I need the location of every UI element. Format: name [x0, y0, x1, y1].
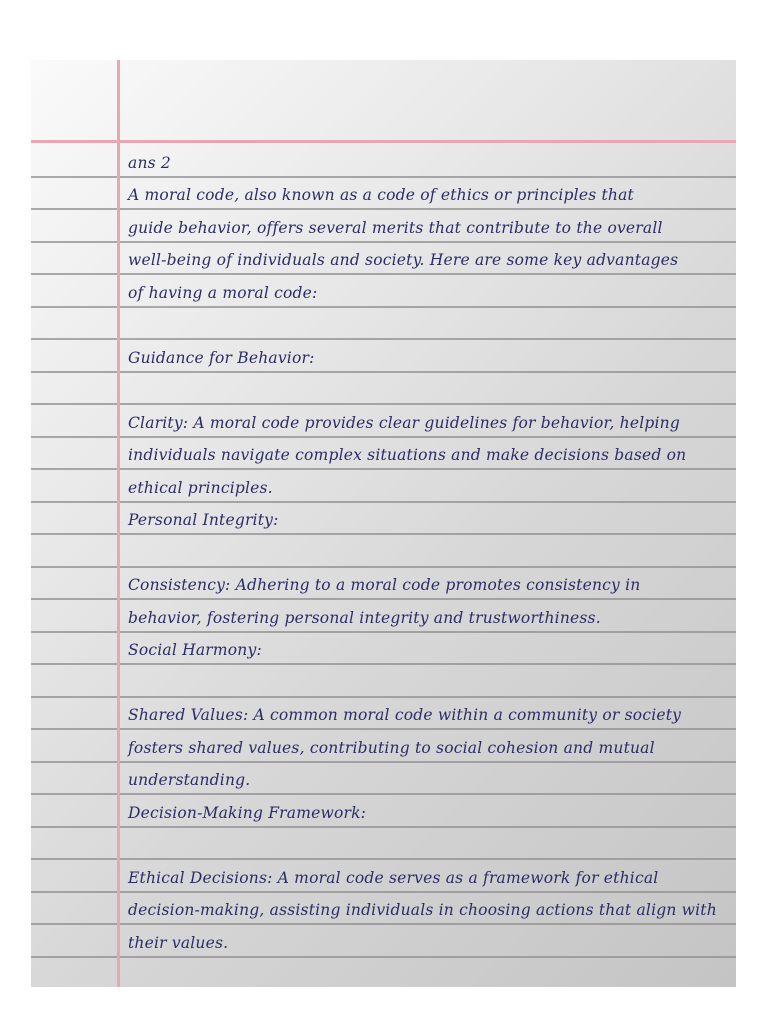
text-line: Social Harmony: — [128, 641, 262, 659]
text-line — [128, 310, 728, 340]
notebook-page — [31, 60, 736, 987]
text-line: Consistency: Adhering to a moral code promotes consistency in — [128, 576, 641, 594]
text-line: ethical principles. — [128, 479, 273, 497]
text-line — [128, 668, 728, 698]
text-line: Ethical Decisions: A moral code serves as a framework for ethical — [128, 869, 659, 887]
text-line: ans 2 — [128, 154, 171, 172]
text-line: of having a moral code: — [128, 284, 318, 302]
text-line: well-being of individuals and society. Here are some key advantages — [128, 251, 679, 269]
text-line: their values. — [128, 934, 229, 952]
text-line — [128, 830, 728, 860]
text-line: individuals navigate complex situations and make decisions based on — [128, 446, 687, 464]
text-line: Decision-Making Framework: — [128, 804, 367, 822]
text-line: Shared Values: A common moral code within a community or society — [128, 706, 682, 724]
text-line: Guidance for Behavior: — [128, 349, 315, 367]
margin-line — [117, 60, 120, 987]
text-line: decision-making, assisting individuals in choosing actions that align with — [128, 901, 717, 919]
text-line: A moral code, also known as a code of ethics or principles that — [128, 186, 634, 204]
header-rule — [31, 140, 736, 143]
text-line: understanding. — [128, 771, 251, 789]
text-line: behavior, fostering personal integrity and trustworthiness. — [128, 609, 601, 627]
text-line: Clarity: A moral code provides clear guidelines for behavior, helping — [128, 414, 680, 432]
text-line: Personal Integrity: — [128, 511, 279, 529]
text-line — [128, 538, 728, 568]
text-line — [128, 375, 728, 405]
text-line: guide behavior, offers several merits that contribute to the overall — [128, 219, 663, 237]
text-line: fosters shared values, contributing to social cohesion and mutual — [128, 739, 655, 757]
